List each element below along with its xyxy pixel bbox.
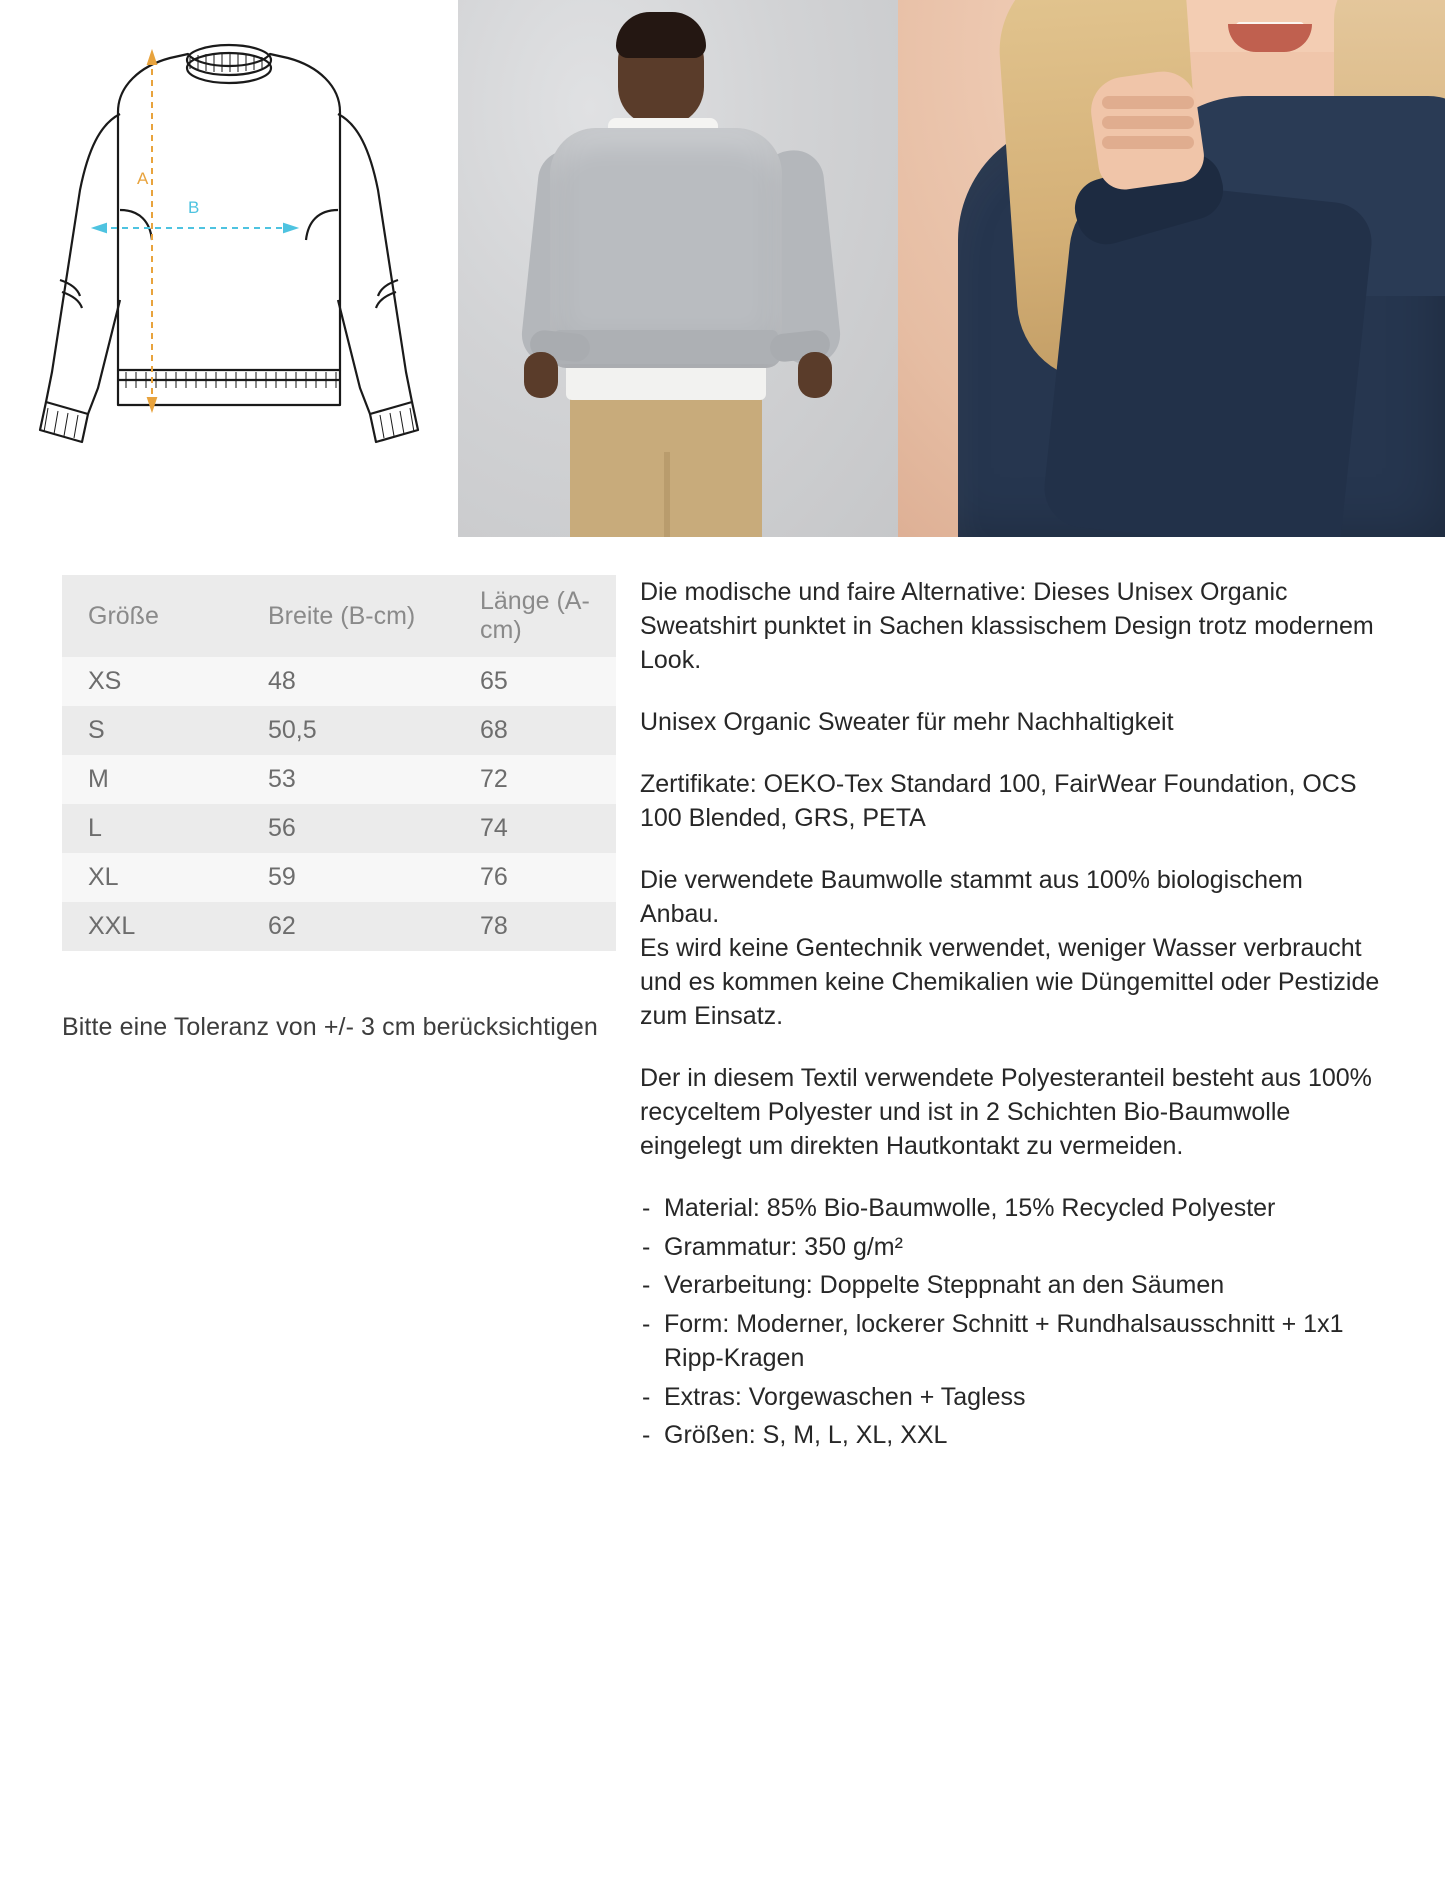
cell-width: 53	[268, 765, 296, 793]
list-item: - Form: Moderner, lockerer Schnitt + Rundhalsausschnitt + 1x1 Ripp-Kragen	[640, 1307, 1383, 1376]
list-item: - Grammatur: 350 g/m²	[640, 1230, 1383, 1265]
description-cotton-2: Es wird keine Gentechnik verwendet, weniger Wasser verbraucht und es kommen keine Chemikalien wie Düngemittel oder Pestizide zum Einsatz.	[640, 934, 1380, 1030]
size-chart-column	[0, 537, 640, 1457]
list-item: - Material: 85% Bio-Baumwolle, 15% Recycled Polyester	[640, 1191, 1383, 1226]
cell-size: S	[88, 716, 105, 744]
cell-size: XL	[88, 863, 119, 891]
table-row	[62, 706, 616, 755]
product-photo-woman	[898, 0, 1445, 537]
cell-size: XXL	[88, 912, 136, 940]
list-item: - Extras: Vorgewaschen + Tagless	[640, 1380, 1383, 1415]
cell-length: 74	[480, 814, 508, 842]
product-photo-man	[458, 0, 898, 537]
cell-size: L	[88, 814, 102, 842]
cell-width: 62	[268, 912, 296, 940]
cell-width: 48	[268, 667, 296, 695]
description-certificates: Zertifikate: OEKO-Tex Standard 100, FairWear Foundation, OCS 100 Blended, GRS, PETA	[640, 770, 1357, 832]
table-row	[62, 902, 616, 951]
length-label: A	[137, 169, 149, 188]
sweatshirt-technical-drawing-icon	[0, 0, 458, 537]
product-content	[0, 537, 1445, 1457]
description-intro: Die modische und faire Alternative: Dieses Unisex Organic Sweatshirt punktet in Sachen klassischem Design trotz modernem Look.	[640, 578, 1374, 674]
list-item: - Verarbeitung: Doppelte Steppnaht an den Säumen	[640, 1268, 1383, 1303]
table-row	[62, 657, 616, 706]
table-row	[62, 755, 616, 804]
description-cotton-1: Die verwendete Baumwolle stammt aus 100% biologischem Anbau.	[640, 866, 1303, 928]
cell-width: 59	[268, 863, 296, 891]
table-row	[62, 853, 616, 902]
table-row	[62, 804, 616, 853]
cell-size: M	[88, 765, 109, 793]
cell-length: 78	[480, 912, 508, 940]
cell-length: 65	[480, 667, 508, 695]
table-header-row	[62, 575, 616, 657]
column-header-length: Länge (A-cm)	[480, 587, 590, 644]
cell-length: 76	[480, 863, 508, 891]
cell-length: 72	[480, 765, 508, 793]
column-header-size: Größe	[88, 601, 159, 630]
size-table	[62, 575, 616, 951]
technical-drawing-panel	[0, 0, 458, 537]
width-label: B	[188, 198, 200, 217]
product-description	[640, 575, 1383, 1163]
specs-list	[640, 1191, 1383, 1453]
cell-width: 56	[268, 814, 296, 842]
description-polyester: Der in diesem Textil verwendete Polyesteranteil besteht aus 100% recyceltem Polyester und ist in 2 Schichten Bio-Baumwolle eingelegt um direkten Hautkontakt zu vermeiden.	[640, 1064, 1372, 1160]
cell-size: XS	[88, 667, 122, 695]
cell-width: 50,5	[268, 716, 317, 744]
cell-length: 68	[480, 716, 508, 744]
product-image-strip	[0, 0, 1445, 537]
tolerance-note: Bitte eine Toleranz von +/- 3 cm berücksichtigen	[62, 1013, 598, 1041]
column-header-width: Breite (B-cm)	[268, 601, 416, 630]
list-item: - Größen: S, M, L, XL, XXL	[640, 1418, 1383, 1453]
description-subtitle: Unisex Organic Sweater für mehr Nachhaltigkeit	[640, 708, 1174, 736]
description-column	[640, 537, 1445, 1457]
